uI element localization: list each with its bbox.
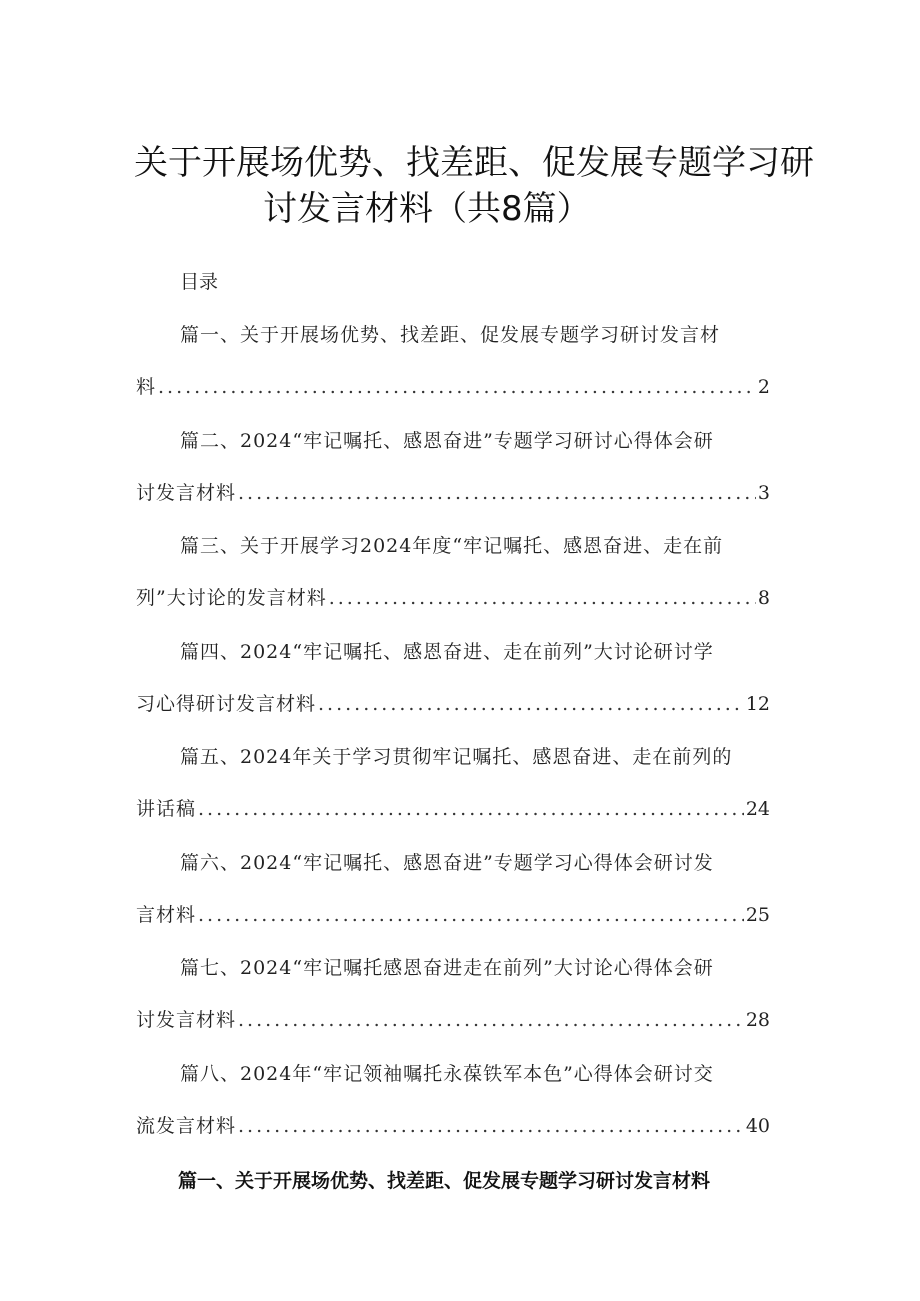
document-title-line-2: 讨发言材料（共8篇） [263,189,591,229]
toc-entry-title-tail: 讨发言材料 [136,1009,237,1031]
toc-entry-7[interactable] [0,951,920,1057]
dot-leader [198,898,744,932]
dot-leader [238,1109,744,1143]
dot-leader [158,370,756,404]
toc-page-number: 28 [745,1009,770,1031]
toc-entry-3[interactable] [0,529,920,635]
toc-entry-continuation [136,687,770,721]
toc-entry-title: 篇一、关于开展场优势、找差距、促发展专题学习研讨发言材 [180,324,721,346]
document-title-line-1: 关于开展场优势、找差距、促发展专题学习研 [134,143,814,183]
toc-entry-continuation [136,1109,770,1143]
toc-entry-continuation [136,476,770,510]
toc-entry-continuation [136,792,770,826]
dot-leader [318,687,744,721]
table-of-contents [0,318,920,1162]
toc-entry-title-tail: 流发言材料 [136,1114,237,1137]
toc-page-number: 25 [745,903,770,926]
toc-entry-title: 篇四、2024“牢记嘱托、感恩奋进、走在前列”大讨论研讨学 [180,640,714,663]
document-title [0,140,920,232]
toc-entry-title-tail: 言材料 [136,903,197,926]
toc-entry-5[interactable] [0,740,920,846]
toc-entry-continuation [136,898,770,932]
dot-leader [198,792,744,826]
toc-page-number: 12 [745,692,770,715]
toc-page-number: 8 [757,587,770,609]
toc-entry-title-tail: 料 [136,376,157,398]
toc-entry-title: 篇二、2024“牢记嘱托、感恩奋进”专题学习研讨心得体会研 [180,429,714,452]
toc-page-number: 40 [745,1114,770,1137]
dot-leader [238,1003,744,1037]
toc-entry-title: 篇八、2024年“牢记领袖嘱托永葆铁军本色”心得体会研讨交 [180,1062,714,1085]
toc-page-number: 2 [757,376,770,398]
toc-heading: 目录 [180,271,219,293]
toc-entry-continuation [136,1003,770,1037]
toc-entry-1[interactable] [0,318,920,424]
toc-entry-2[interactable] [0,424,920,530]
section-heading: 篇一、关于开展场优势、找差距、促发展专题学习研讨发言材料 [178,1170,711,1192]
toc-entry-title: 篇五、2024年关于学习贯彻牢记嘱托、感恩奋进、走在前列的 [180,746,733,768]
dot-leader [329,581,756,615]
toc-entry-title-tail: 讨发言材料 [136,481,237,504]
toc-entry-continuation [136,370,770,404]
dot-leader [238,476,756,510]
toc-entry-title-tail: 讲话稿 [136,798,197,820]
toc-entry-8[interactable] [0,1057,920,1163]
toc-entry-title: 篇三、关于开展学习2024年度“牢记嘱托、感恩奋进、走在前 [180,535,724,557]
toc-entry-4[interactable] [0,635,920,741]
toc-entry-continuation [136,581,770,615]
toc-page-number: 3 [757,481,770,504]
toc-entry-title-tail: 习心得研讨发言材料 [136,692,317,715]
toc-entry-title: 篇七、2024“牢记嘱托感恩奋进走在前列”大讨论心得体会研 [180,957,714,979]
toc-entry-title: 篇六、2024“牢记嘱托、感恩奋进”专题学习心得体会研讨发 [180,851,714,874]
toc-entry-title-tail: 列”大讨论的发言材料 [136,587,327,609]
toc-entry-6[interactable] [0,846,920,952]
toc-page-number: 24 [745,798,770,820]
